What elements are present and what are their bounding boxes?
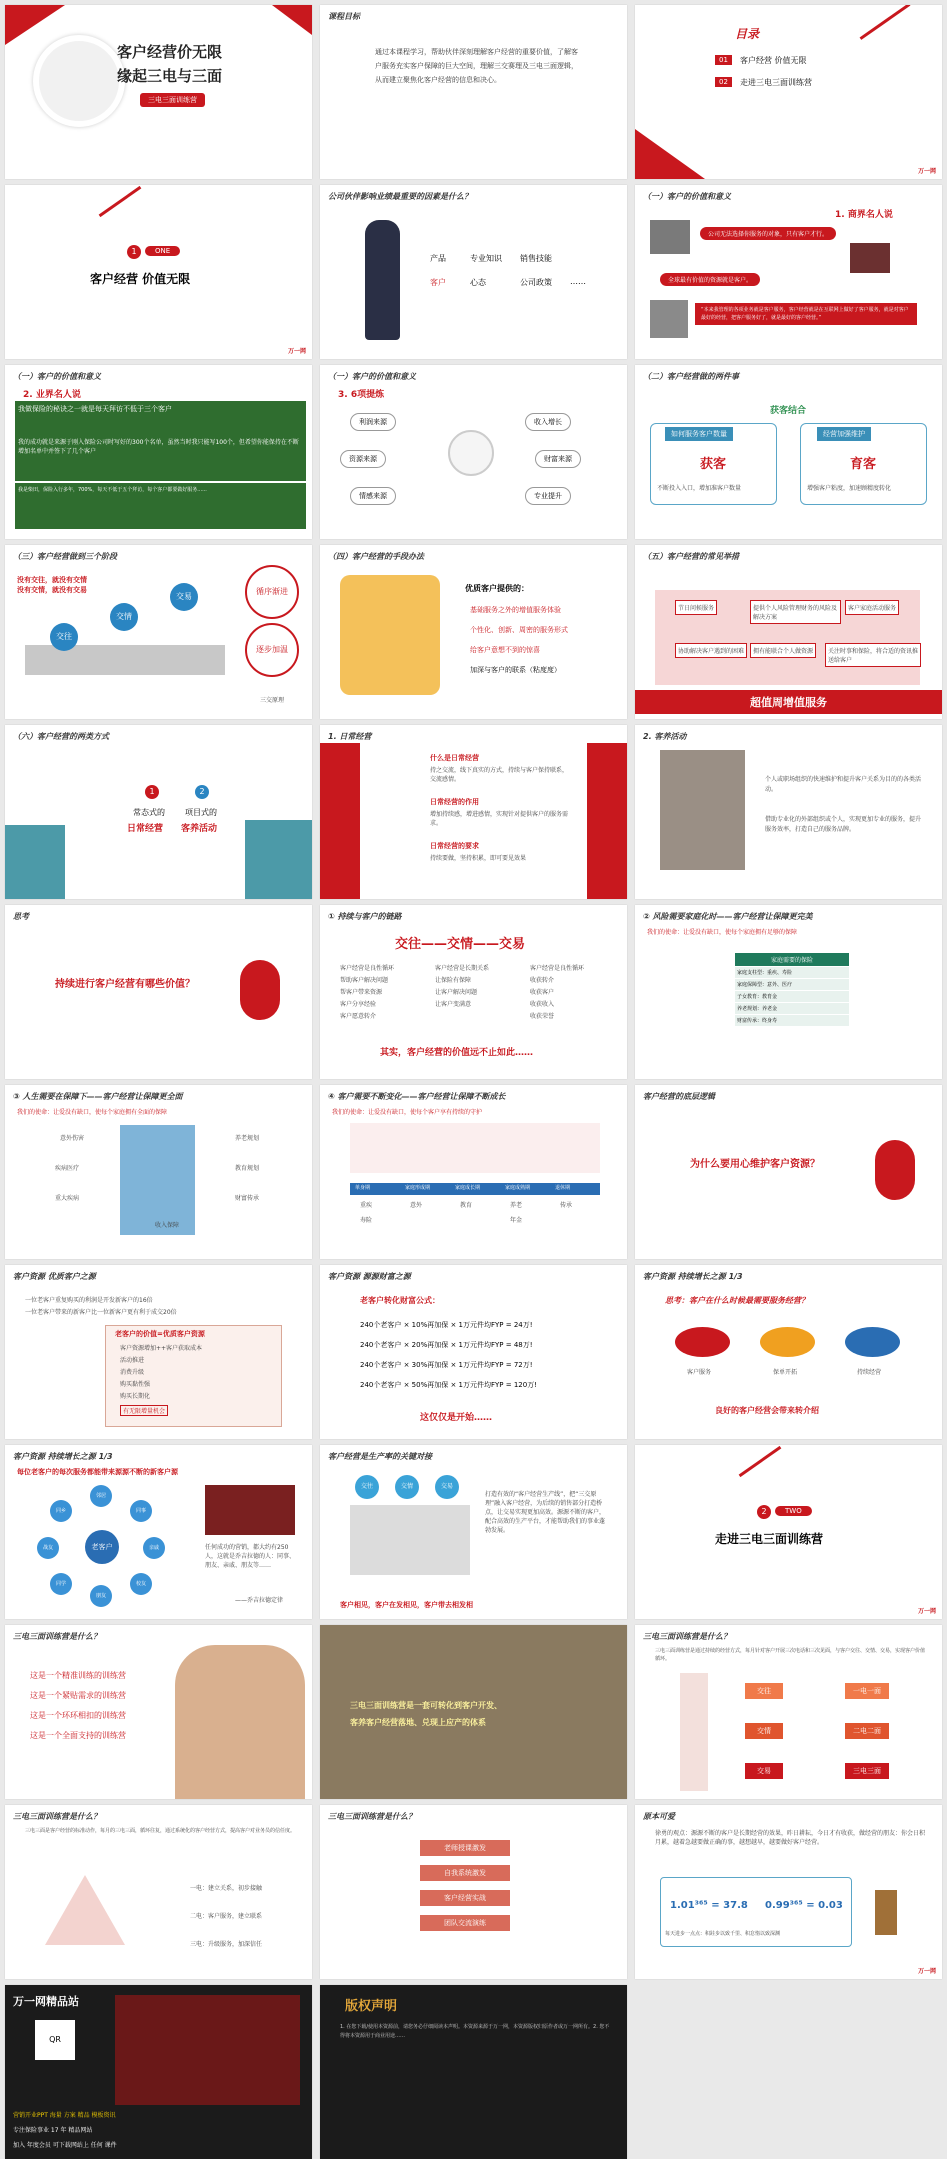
card-title: 如何服务客户数量 [665, 427, 733, 441]
table-row: 养老规划：养老金 [735, 1003, 849, 1014]
card-desc: 不断投入入口，增加准客户数量 [657, 485, 742, 492]
value-item: 情感来源 [350, 487, 396, 505]
slide-title: （一）客户的价值和意义 [13, 372, 101, 381]
slide-13[interactable] [5, 725, 312, 899]
table-row: 财富传承：终身寿 [735, 1015, 849, 1026]
slide-26[interactable] [320, 1445, 627, 1619]
stage-ball: 交往 [355, 1475, 379, 1499]
mission-text: 我们的使命：让爱没有缺口，使每个客户享有持续的守护 [332, 1109, 483, 1116]
red-corner [272, 5, 312, 35]
slide-14[interactable] [320, 725, 627, 899]
badge-label: 客户服务 [687, 1369, 712, 1376]
service-badge [675, 1327, 730, 1357]
copyright-text: 1. 在您下载/使用本资源前，请您务必仔细阅读本声明。本资源来源于万一网，本资源版权归原作者或万一网所有。2. 您不得将本资源用于商业用途…… [340, 2024, 610, 2039]
flow-banner: 交往——交情——交易 [395, 937, 526, 952]
hub-spoke: 亲戚 [143, 1537, 165, 1559]
promo-line: 营销开业PPT 海量 方案 精品 模板资讯 [13, 2112, 116, 2119]
stage-note: 没有交情，就没有交易 [17, 586, 87, 594]
toc-item-1[interactable]: 客户经营 价值无限 [740, 56, 807, 65]
table-row: 子女教育：教育金 [735, 991, 849, 1002]
factory-photo [320, 1625, 627, 1799]
formula-row: 240个老客户 × 30%再加保 × 1万元件均FYP = 72万! [360, 1361, 533, 1369]
section-number: 2 [757, 1505, 771, 1519]
triangle-graphic [45, 1875, 125, 1945]
slide-title: 公司伙伴影响业绩最重要的因素是什么？ [328, 192, 472, 201]
brand-title: 万一网精品站 [13, 1995, 79, 2008]
slide-25[interactable] [5, 1445, 312, 1619]
table-cell: 年金 [510, 1217, 523, 1224]
stage-ball: 交情 [110, 603, 138, 631]
col-item: 收获客户 [530, 989, 555, 996]
qr-code: QR [35, 2020, 75, 2060]
service-badge [760, 1327, 815, 1357]
way-label: 项目式的 [185, 808, 217, 817]
block-text: 持之交流，线下真实的方式，持续与客户保持联系，交流感情。 [430, 767, 569, 783]
stage-ball: 交往 [50, 623, 78, 651]
feature-pill: 自我系统激发 [420, 1865, 510, 1881]
stage-ball: 交易 [170, 583, 198, 611]
decor-stroke [739, 1446, 782, 1477]
slide-4[interactable] [5, 185, 312, 359]
slide-23[interactable] [320, 1265, 627, 1439]
section-title: 走进三电三面训练营 [715, 1532, 824, 1546]
slide-title: 三电三面训练营是什么？ [13, 1812, 101, 1821]
service-badge [845, 1327, 900, 1357]
need-item: 疾病医疗 [55, 1165, 80, 1172]
slide-29[interactable] [320, 1625, 627, 1799]
promo-line: 专注保险事业 17 年 精品网站 [13, 2127, 93, 2134]
table-row: 家庭保障型：意外、医疗 [735, 979, 849, 990]
badge-label: 保单开拓 [773, 1369, 798, 1376]
method-item: 加深与客户的联系（粘度度） [470, 666, 561, 674]
bullet-text: 借助专业化的外部组织或个人，实现更加专业的服务，提升服务效率，打造自己的服务品牌。 [765, 816, 922, 833]
hub-spoke: 校友 [130, 1573, 152, 1595]
slide-title: （四）客户经营的手段办法 [328, 552, 424, 561]
slide-title: （五）客户经营的常见举措 [643, 552, 739, 561]
bullet-text: 个人或职场组织的快速维护和提升客户关系为目的的各类活动。 [765, 776, 922, 793]
value-item: 资源来源 [340, 450, 386, 468]
slide-12[interactable] [635, 545, 942, 719]
slide-28[interactable] [5, 1625, 312, 1799]
brand-logo: 万一网 [917, 1608, 936, 1615]
value-item: 专业提升 [525, 487, 571, 505]
card-big: 育客 [850, 457, 877, 472]
col-item: 让客户变满意 [435, 1001, 472, 1008]
footer-text: 这仅仅是开始…… [420, 1413, 493, 1423]
slide-31[interactable] [5, 1805, 312, 1979]
method-item: 个性化、创新、周密的服务形式 [470, 626, 568, 634]
slide-title: 1. 日常经营 [328, 732, 372, 741]
col-header: 家庭成长期 [455, 1185, 481, 1191]
red-corner [5, 5, 65, 45]
feature-pill: 客户经营实战 [420, 1890, 510, 1906]
factor: 专业知识 [470, 254, 502, 263]
person-icon [448, 430, 494, 476]
block-heading: 日常经营的要求 [430, 842, 479, 850]
red-corner [635, 129, 705, 179]
need-item: 教育规划 [235, 1165, 260, 1172]
factor: 心态 [470, 278, 486, 287]
camp-line: 这是一个紧贴需求的训练营 [30, 1691, 126, 1700]
block-text: 持续要做，坚持积累，即可要见效果 [430, 855, 527, 862]
slide-title: （一）客户的价值和意义 [328, 372, 416, 381]
slide-title: 三电三面训练营是什么？ [328, 1812, 416, 1821]
caption: 三交原理 [260, 697, 285, 704]
slide-30[interactable] [635, 1625, 942, 1799]
hub-spoke: 邻居 [90, 1485, 112, 1507]
col-header: 单身期 [355, 1185, 371, 1191]
col-item: 收获转介 [530, 977, 555, 984]
table-cell: 寿险 [360, 1217, 373, 1224]
slide-20[interactable] [320, 1085, 627, 1259]
check-item: 客户资源增加++客户获取成本 [120, 1345, 203, 1352]
factor: …… [570, 277, 586, 286]
col-header: 家庭成熟期 [505, 1185, 531, 1191]
method-item: 给客户意想不到的惊喜 [470, 646, 540, 654]
block-heading: 什么是日常经营 [430, 754, 479, 762]
need-item: 收入保障 [155, 1222, 180, 1229]
slide-8[interactable] [320, 365, 627, 539]
gift-illustration [340, 575, 440, 695]
section-number: 1 [127, 245, 141, 259]
formula-row: 240个老客户 × 20%再加保 × 1万元件均FYP = 48万! [360, 1341, 533, 1349]
slide-6[interactable] [635, 185, 942, 359]
factor: 公司政策 [520, 278, 552, 287]
way-label: 常态式的 [133, 808, 165, 817]
footer-text: 每天进步一点点：积跬步以致千里、积怠惰以致深渊 [665, 1931, 781, 1937]
slide-title: 三电三面训练营是什么？ [13, 1632, 101, 1641]
growth-curve [350, 1123, 600, 1173]
measure-item: 节日问候服务 [675, 600, 717, 615]
fact-line: 一位老客户重复购买的利润是开发新客户的16倍 [25, 1297, 153, 1304]
check-item: 购买长期化 [120, 1393, 151, 1400]
subheading: 1. 商界名人说 [835, 210, 893, 220]
body-text: 打造有效的“客户经营生产线”，把“三交原理”融入客户经营，为后续的销售部分打造桥点，让交易实现更加高效。源源不断的客户，配合高效的生产平台，才能帮助我们的事业蓬勃发展。 [485, 1491, 606, 1534]
subheading: 2. 业界名人说 [23, 390, 81, 400]
value-item: 利润来源 [350, 413, 396, 431]
need-item: 重大疾病 [55, 1195, 80, 1202]
slide-27[interactable] [635, 1445, 942, 1619]
quote-sign: ——乔吉拉德定律 [235, 1597, 284, 1604]
hourglass-icon [875, 1890, 897, 1935]
call-row: 二电：客户服务，建立联系 [190, 1913, 263, 1920]
formula-head: 老客户转化财富公式： [360, 1296, 440, 1305]
measure-item: 协助解决客户遇到的困难 [675, 643, 747, 658]
slide-title: 客户资源 优质客户之源 [13, 1272, 96, 1281]
slide-10[interactable] [5, 545, 312, 719]
way-name: 客养活动 [181, 824, 218, 834]
table-cell: 养老 [510, 1202, 523, 1209]
body-text: 三电三面是客户经营的标准动作，每月的三电三面，循环往复，通过系统化的客户经营方式，提高客户对业务员的信任度。 [25, 1828, 296, 1834]
formula-row: 240个老客户 × 50%再加保 × 1万元件均FYP = 120万! [360, 1381, 538, 1389]
footer-text: 良好的客户经营会带来转介绍 [715, 1406, 819, 1415]
question-text: 思考：客户在什么时候最需要服务经营？ [665, 1296, 809, 1305]
col-header: 家庭形成期 [405, 1185, 431, 1191]
card-title: 经营加强维护 [817, 427, 871, 441]
hub-spoke: 同学 [50, 1573, 72, 1595]
method-item: 基础服务之外的增值服务体验 [470, 606, 561, 614]
objective-text: 通过本课程学习，帮助伙伴深刻理解客户经营的重要价值，了解客户服务充实客户保障的巨大空间，理解三交赛理及三电三面逻辑，从而建立聚焦化客户经营的信息和决心。 [375, 48, 578, 84]
camp-line: 这是一个环环相扣的训练营 [30, 1711, 126, 1720]
value-item: 收入增长 [525, 413, 571, 431]
slide-title: 三电三面训练营是什么？ [643, 1632, 731, 1641]
question-mark-icon [240, 960, 280, 1020]
slide-24[interactable] [635, 1265, 942, 1439]
hub-spoke: 同事 [130, 1500, 152, 1522]
card-desc: 增强客户粘度，加速顾精度转化 [807, 485, 892, 492]
portrait-photo [650, 300, 688, 338]
table-row: 家庭支柱型：重疾、寿险 [735, 967, 849, 978]
hub-spoke: 同乡 [50, 1500, 72, 1522]
check-item: 购买黏性强 [120, 1381, 151, 1388]
fact-line: 一位老客户带来的新客户比一位新客户更有利于成交20倍 [25, 1309, 177, 1316]
subheading: 3. 6项提炼 [338, 390, 385, 400]
stage-bar [680, 1673, 708, 1791]
lead-text: 优质客户提供的： [465, 584, 529, 593]
slide-title: 课程目标 [328, 12, 360, 21]
slide-33[interactable] [635, 1805, 942, 1979]
intro-text: 三电三面训练营是通过持续的经营方式，每月针对客户开展三次电话和三次见面，与客户交往、交情、交易，实现客户价值循环。 [655, 1648, 926, 1662]
table-cell: 重疾 [360, 1202, 373, 1209]
col-item: 收获收入 [530, 1001, 555, 1008]
table-cell: 传承 [560, 1202, 573, 1209]
stair-steps [25, 645, 225, 675]
way-name: 日常经营 [127, 824, 164, 834]
slide-19[interactable] [5, 1085, 312, 1259]
call-row: 三电：升级服务，加深信任 [190, 1941, 263, 1948]
check-item: 活动推进 [120, 1357, 145, 1364]
stage-ball: 交情 [395, 1475, 419, 1499]
progress-circle: 循序渐进 [245, 565, 299, 619]
col-item: 客户经营是良性循环 [530, 965, 585, 972]
slide-title: （六）客户经营的两类方式 [13, 732, 109, 741]
slide-title: （二）客户经营做的两件事 [643, 372, 739, 381]
question-text: 为什么要用心维护客户资源？ [690, 1159, 820, 1170]
col-item: 客户分享经验 [340, 1001, 377, 1008]
table-cell: 教育 [460, 1202, 473, 1209]
slide-18[interactable] [635, 905, 942, 1079]
need-item: 意外伤害 [60, 1135, 85, 1142]
cover-title-2: 缘起三电与三面 [117, 67, 223, 85]
slide-title: 客户经营的底层逻辑 [643, 1092, 715, 1101]
overlay-line: 客养客户经营落地、兑现上应产的体系 [350, 1718, 486, 1727]
feature-pill: 团队交流演练 [420, 1915, 510, 1931]
cliff-right [245, 820, 312, 899]
brand-logo: 万一网 [917, 168, 936, 175]
slide-title: 2. 客养活动 [643, 732, 687, 741]
feature-pill: 老师授课激发 [420, 1840, 510, 1856]
slide-title: 思考 [13, 912, 29, 921]
slide-title: （三）客户经营做到三个阶段 [13, 552, 117, 561]
toc-item-2[interactable]: 走进三电三面训练营 [740, 78, 812, 87]
overlay-line: 三电三面训练营是一套可转化到客户开发、 [350, 1701, 502, 1710]
cliff-left [5, 825, 65, 899]
portrait-photo [650, 220, 690, 254]
slide-1[interactable] [5, 5, 312, 179]
decor-stroke [860, 5, 911, 40]
way-number: 2 [195, 785, 209, 799]
quote: 公司无法选择你服务的对象，只有客户才行。 [700, 227, 836, 240]
col-item: 客户经营是长期关系 [435, 965, 490, 972]
slide-title: 客户资源 源源财富之源 [328, 1272, 411, 1281]
portrait-photo [850, 243, 890, 273]
question-mark-icon [875, 1140, 915, 1200]
slide-21[interactable] [635, 1085, 942, 1259]
slide-title: ② 风险需要家庭化时——客户经营让保障更完美 [643, 912, 813, 921]
slide-3[interactable] [635, 5, 942, 179]
stage-pill: 交往 [745, 1683, 783, 1699]
factor-highlight: 客户 [430, 278, 446, 287]
need-item: 财富传承 [235, 1195, 260, 1202]
hub-spoke: 朋友 [90, 1585, 112, 1607]
quote-text: 任何成功的营销，都大约有250人，这就是乔吉拉德的人：同事、朋友、亲戚、朋友等…… [205, 1544, 296, 1569]
slide-2[interactable] [320, 5, 627, 179]
brand-logo: 万一网 [287, 348, 306, 355]
check-item-highlight: 有无限增量机会 [120, 1405, 168, 1416]
factor: 销售技能 [520, 254, 552, 263]
slide-15[interactable] [635, 725, 942, 899]
slide-title: 原本可爱 [643, 1812, 675, 1821]
col-item: 收获荣誉 [530, 1013, 555, 1020]
question-text: 持续进行客户经营有哪些价值？ [55, 979, 195, 990]
col-item: 客户经营是良性循环 [340, 965, 395, 972]
cover-badge: 三电三面训练营 [140, 93, 205, 107]
sub-text: 每位老客户的每次服务都能带来源源不断的新客户源 [17, 1468, 178, 1476]
col-item: 客户愿意转介 [340, 1013, 377, 1020]
quote-banner: 我是柴田，保险入行多年，700%，每天不低于五个拜访，每个客户都要做好服务...... [15, 483, 306, 529]
group-photo [660, 750, 745, 870]
mission-text: 我们的使命：让爱没有缺口，使每个家庭拥有足够的保障 [647, 929, 798, 936]
block-heading: 日常经营的作用 [430, 798, 479, 806]
toc-num-1: 01 [715, 55, 732, 65]
quote: 全球最有价值的资源就是客户。 [660, 273, 760, 286]
progress-circle: 逐步加温 [245, 623, 299, 677]
slide-11[interactable] [320, 545, 627, 719]
result-pill: 三电三面 [845, 1763, 889, 1779]
card-big: 获客 [700, 457, 727, 472]
col-header: 退休期 [555, 1185, 571, 1191]
woman-photo [175, 1645, 305, 1799]
mission-text: 我们的使命：让爱没有缺口，使每个家庭拥有全面的保障 [17, 1109, 168, 1116]
toc-title: 目录 [735, 27, 760, 41]
quote-banner: 我的成功就是来源于刚入保险公司时写好的300个名单，虽然当时我只能写100个，但希望你能保持在不断增加名单中并签下了几个客户 [15, 435, 306, 481]
result-pill: 二电二面 [845, 1723, 889, 1739]
hub-center: 老客户 [85, 1530, 119, 1564]
camp-line: 这是一个精准训练的训练营 [30, 1671, 126, 1680]
decor-stroke [99, 186, 142, 217]
quote: “本来我管理的各项业务就是客户服务，客户经营就是在互联网上做好了客户服务，就是对客户最好的经营，把客户服务好了，就是最好的客户经营。” [695, 303, 917, 325]
slide-title: 客户经营是生产率的关键对接 [328, 1452, 432, 1461]
call-row: 一电：建立关系，初步接触 [190, 1885, 263, 1892]
measure-item: 客户家庭活动服务 [845, 600, 899, 615]
col-item: 帮客户带来资源 [340, 989, 383, 996]
badge-label: 持续经营 [857, 1369, 882, 1376]
table-title: 家庭需要的保险 [735, 953, 849, 966]
slide-22[interactable] [5, 1265, 312, 1439]
thinking-person [365, 220, 400, 340]
footer-text: 其实，客户经营的价值远不止如此…… [380, 1048, 534, 1058]
factor: 产品 [430, 254, 446, 263]
red-panel [320, 743, 360, 899]
slide-title: 客户资源 持续增长之源 1/3 [643, 1272, 743, 1281]
slide-16[interactable] [5, 905, 312, 1079]
promo-line: 加入 年度会员 可下载网站上 任何 课件 [13, 2142, 117, 2149]
equation: 0.99³⁶⁵ = 0.03 [765, 1900, 843, 1911]
camp-line: 这是一个全面支持的训练营 [30, 1731, 126, 1740]
block-text: 增加持续感，增进感情，实现针对提供客户的服务需求。 [430, 811, 569, 827]
portrait-photo [205, 1485, 295, 1535]
quote-banner: 我做保险的秘诀之一就是每天拜访不低于三个客户 [15, 401, 306, 435]
slide-17[interactable] [320, 905, 627, 1079]
measure-item: 提供个人风险管理财务的风险及解决方案 [750, 600, 841, 624]
slide-title: ③ 人生需要在保障下——客户经营让保障更全面 [13, 1092, 183, 1101]
brand-logo: 万一网 [917, 1968, 936, 1975]
stage-note: 没有交往，就没有交情 [17, 576, 87, 584]
footer-text: 客户相见，客户在发相见，客户带去相发相 [340, 1601, 473, 1609]
slide-9[interactable] [635, 365, 942, 539]
center-label: 获客结合 [770, 406, 807, 416]
way-number: 1 [145, 785, 159, 799]
production-line [350, 1505, 470, 1575]
body-text: 徐勇的观点：源源不断的客户是长期经营的效果，昨日耕耘，今日才有收获，做经营的朋友：你会日积月累，越着急越要做正确的事，越想越早，越要做好客户经营。 [655, 1830, 926, 1846]
slide-35[interactable] [320, 1985, 627, 2159]
cover-title-1: 客户经营价无限 [117, 43, 223, 61]
stage-pill: 交情 [745, 1723, 783, 1739]
measure-item: 关注时事和保险，将合适的资讯推送给客户 [825, 643, 921, 667]
section-two: TWO [775, 1506, 812, 1516]
formula-row: 240个老客户 × 10%再加保 × 1万元件均FYP = 24万! [360, 1321, 533, 1329]
slide-7[interactable] [5, 365, 312, 539]
slide-5[interactable] [320, 185, 627, 359]
slide-title: ④ 客户需要不断变化——客户经营让保障不断成长 [328, 1092, 506, 1101]
slide-title: （一）客户的价值和意义 [643, 192, 731, 201]
col-item: 让客户解决问题 [435, 989, 478, 996]
measure-item: 拥有能联合个人做资源 [750, 643, 816, 658]
col-item: 让保险有保障 [435, 977, 472, 984]
slide-title: ① 持续与客户的链路 [328, 912, 402, 921]
product-collage [115, 1995, 300, 2105]
slide-34[interactable] [5, 1985, 312, 2159]
stage-pill: 交易 [745, 1763, 783, 1779]
toc-num-2: 02 [715, 77, 732, 87]
col-item: 帮助客户解决问题 [340, 977, 389, 984]
need-item: 养老规划 [235, 1135, 260, 1142]
equation: 1.01³⁶⁵ = 37.8 [670, 1900, 748, 1911]
section-one: ONE [145, 246, 180, 256]
slide-32[interactable] [320, 1805, 627, 1979]
bottom-banner: 超值周增值服务 [635, 690, 942, 714]
red-panel [587, 743, 627, 899]
section-title: 客户经营 价值无限 [90, 272, 191, 286]
slide-title: 客户资源 持续增长之源 1/3 [13, 1452, 113, 1461]
decor-circle [33, 35, 125, 127]
card-title: 老客户的价值=优质客户资源 [115, 1330, 205, 1338]
result-pill: 一电一面 [845, 1683, 889, 1699]
copyright-title: 版权声明 [345, 1999, 398, 2014]
hub-spoke: 战友 [37, 1537, 59, 1559]
stage-ball: 交易 [435, 1475, 459, 1499]
check-item: 消费升级 [120, 1369, 145, 1376]
family-photo [120, 1125, 195, 1235]
value-item: 财富来源 [535, 450, 581, 468]
table-cell: 意外 [410, 1202, 423, 1209]
